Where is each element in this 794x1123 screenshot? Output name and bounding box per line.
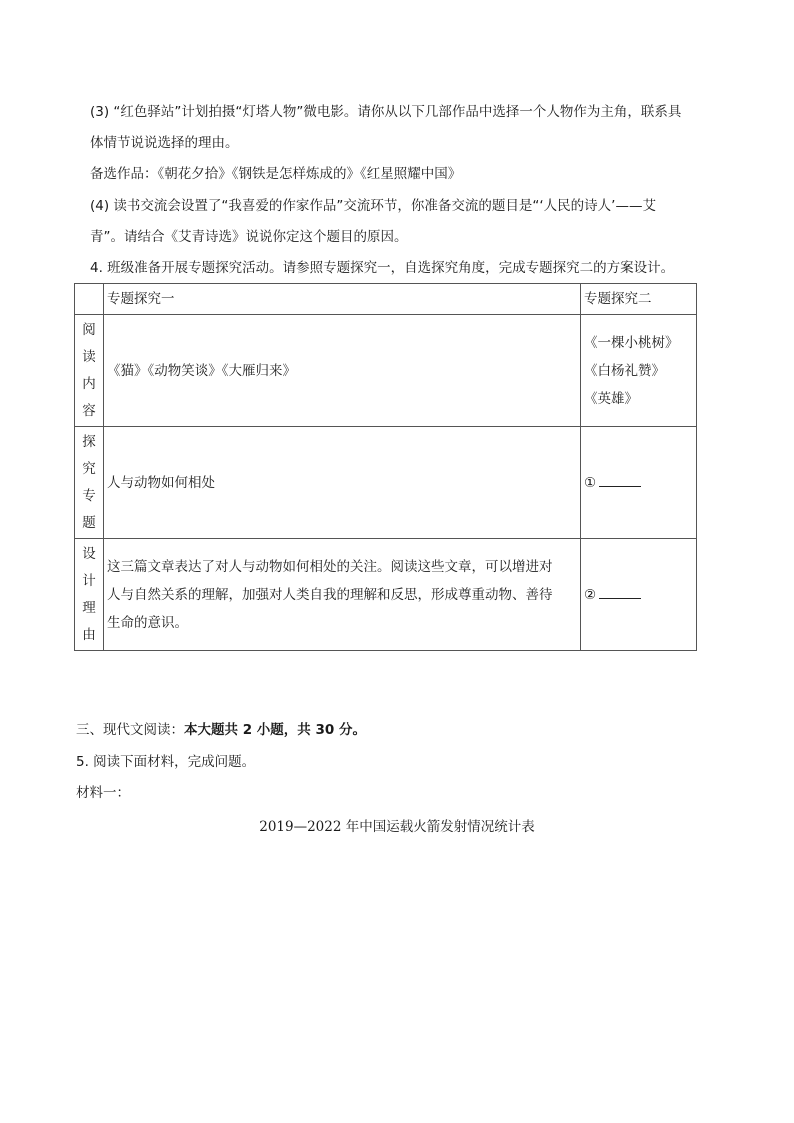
header-col2: 专题探究二 (581, 284, 697, 315)
row-label-reason: 设 计 理 由 (75, 539, 104, 651)
row-label-topic: 探 究 专 题 (75, 427, 104, 539)
table-row-reading (75, 315, 697, 427)
row-label-reading: 阅 读 内 容 (75, 315, 104, 427)
header-col1: 专题探究一 (104, 284, 581, 315)
topic-col1: 人与动物如何相处 (104, 427, 581, 539)
reason-col2-answer[interactable]: ② (581, 539, 697, 651)
table-caption: 2019—2022 年中国运载火箭发射情况统计表 (259, 819, 535, 835)
q3-line-1: (3) “红色驿站”计划拍摄“灯塔人物”微电影。请你从以下几部作品中选择一个人物作为主角，联系具 (90, 104, 682, 120)
reason-col1: 这三篇文章表达了对人与动物如何相处的关注。阅读这些文章，可以增进对 人与自然关系的理解，加强对人类自我的理解和反思，形成尊重动物、善待 生命的意识。 (104, 539, 581, 651)
q4-prompt: 4. 班级准备开展专题探究活动。请参照专题探究一，自选探究角度，完成专题探究二的方案设计。 (90, 260, 675, 276)
q3-line-2: 体情节说说选择的理由。 (90, 135, 239, 151)
header-label-cell (75, 284, 104, 315)
q4sub-line-2: 青”。请结合《艾青诗选》说说你定这个题目的原因。 (90, 229, 408, 245)
table-row-topic (75, 427, 697, 539)
table-row-reason (75, 539, 697, 651)
reading-col2: 《一棵小桃树》 《白杨礼赞》 《英雄》 (581, 315, 697, 427)
table-header-row (75, 284, 697, 315)
topic-col2-answer[interactable]: ① (581, 427, 697, 539)
q4sub-line-1: (4) 读书交流会设置了“我喜爱的作家作品”交流环节，你准备交流的题目是“‘人民的诗人’——艾 (90, 198, 656, 214)
section-3-heading: 三、现代文阅读：本大题共 2 小题，共 30 分。 (76, 722, 366, 738)
q5-material-label: 材料一： (76, 785, 130, 801)
reading-col1: 《猫》《动物笑谈》《大雁归来》 (104, 315, 581, 427)
q5-prompt: 5. 阅读下面材料，完成问题。 (76, 754, 256, 770)
answer-blank-1[interactable] (599, 474, 641, 487)
q3-works: 备选作品：《朝花夕拾》《钢铁是怎样炼成的》《红星照耀中国》 (90, 166, 462, 182)
answer-blank-2[interactable] (599, 586, 641, 599)
study-plan-table (74, 283, 697, 651)
